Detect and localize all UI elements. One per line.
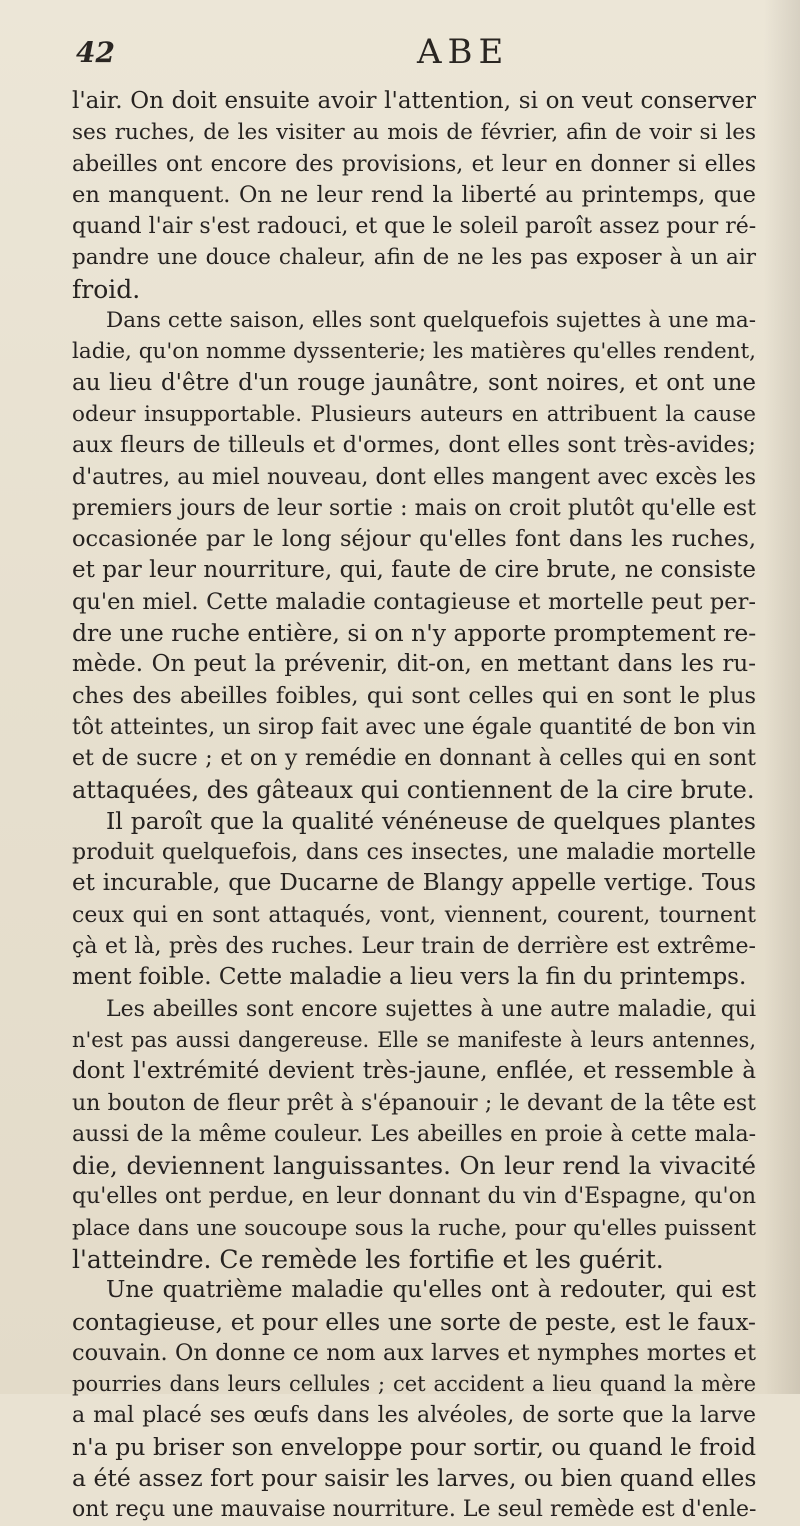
body-text [72, 86, 756, 1526]
text-line: au lieu d'être d'un rouge jaunâtre, sont noires, et ont une [72, 369, 756, 396]
text-line: pourries dans leurs cellules ; cet accident a lieu quand la mère [72, 1372, 756, 1397]
page-number: 42 [76, 36, 115, 69]
text-line: froid. [72, 274, 141, 304]
text-line: couvain. On donne ce nom aux larves et nymphes mortes et [72, 1339, 756, 1366]
text-line: ladie, qu'on nomme dyssenterie; les matières qu'elles rendent, [72, 339, 756, 365]
text-line: mède. On peut la prévenir, dit-on, en mettant dans les ru- [72, 651, 756, 678]
text-line: odeur insupportable. Plusieurs auteurs en attribuent la cause [72, 401, 756, 427]
text-line: Dans cette saison, elles sont quelquefois sujettes à une ma- [106, 308, 756, 334]
text-line: pandre une douce chaleur, afin de ne les pas exposer à un air [72, 245, 756, 271]
text-line: n'est pas aussi dangereuse. Elle se manifeste à leurs antennes, [72, 1027, 756, 1052]
text-line: ses ruches, de les visiter au mois de février, afin de voir si les [72, 120, 756, 146]
text-line: et par leur nourriture, qui, faute de cire brute, ne consiste [72, 557, 756, 584]
text-line: abeilles ont encore des provisions, et leur en donner si elles [72, 151, 756, 177]
text-line: l'atteindre. Ce remède les fortifie et les guérit. [72, 1244, 664, 1274]
text-line: occasionée par le long séjour qu'elles font dans les ruches, [72, 526, 756, 553]
page-header [72, 14, 752, 72]
text-line: n'a pu briser son enveloppe pour sortir, ou quand le froid [72, 1432, 756, 1461]
text-line: Il paroît que la qualité vénéneuse de quelques plantes [106, 806, 756, 835]
text-line: en manquent. On ne leur rend la liberté au printemps, que [72, 181, 756, 208]
text-line: et de sucre ; et on y remédie en donnant à celles qui en sont [72, 746, 756, 772]
text-line: d'autres, au miel nouveau, dont elles mangent avec excès les [72, 464, 756, 490]
text-line: qu'elles ont perdue, en leur donnant du vin d'Espagne, qu'on [72, 1184, 756, 1210]
text-line: Une quatrième maladie qu'elles ont à redouter, qui est [106, 1277, 756, 1304]
text-line: l'air. On doit ensuite avoir l'attention, si on veut conserver [72, 88, 756, 114]
text-line: ont reçu une mauvaise nourriture. Le seul remède est d'enle- [72, 1497, 757, 1523]
text-line: attaquées, des gâteaux qui contiennent de la cire brute. [72, 775, 755, 804]
text-line: a mal placé ses œufs dans les alvéoles, de sorte que la larve [72, 1403, 756, 1429]
text-line: die, deviennent languissantes. On leur rend la vivacité [72, 1151, 756, 1181]
text-line: ceux qui en sont attaqués, vont, viennent, courent, tournent [72, 902, 756, 928]
running-head: ABE [417, 32, 510, 72]
text-line: et incurable, que Ducarne de Blangy appelle vertige. Tous [72, 870, 756, 897]
text-line: produit quelquefois, dans ces insectes, une maladie mortelle [72, 840, 756, 866]
text-line: contagieuse, et pour elles une sorte de peste, est le faux- [72, 1307, 756, 1336]
text-line: çà et là, près des ruches. Leur train de derrière est extrême- [72, 934, 756, 960]
text-line: a été assez fort pour saisir les larves, ou bien quand elles [72, 1464, 757, 1493]
text-line: aussi de la même couleur. Les abeilles en proie à cette mala- [72, 1121, 756, 1147]
text-line: dont l'extrémité devient très-jaune, enflée, et ressemble à [72, 1058, 756, 1085]
page-edge-shadow [764, 0, 800, 1394]
text-line: ment foible. Cette maladie a lieu vers la fin du printemps. [72, 964, 747, 991]
text-line: quand l'air s'est radouci, et que le soleil paroît assez pour ré- [72, 214, 757, 240]
text-line: place dans une soucoupe sous la ruche, pour qu'elles puissent [72, 1215, 756, 1241]
text-line: qu'en miel. Cette maladie contagieuse et mortelle peut per- [72, 588, 756, 615]
text-line: ches des abeilles foibles, qui sont celles qui en sont le plus [72, 682, 756, 709]
text-line: dre une ruche entière, si on n'y apporte promptement re- [72, 619, 757, 648]
text-line: tôt atteintes, un sirop fait avec une égale quantité de bon vin [72, 714, 756, 740]
text-line: premiers jours de leur sortie : mais on croit plutôt qu'elle est [72, 495, 756, 521]
text-line: aux fleurs de tilleuls et d'ormes, dont elles sont très-avides; [72, 432, 756, 459]
text-line: un bouton de fleur prêt à s'épanouir ; le devant de la tête est [72, 1090, 756, 1116]
text-line: Les abeilles sont encore sujettes à une autre maladie, qui [106, 996, 756, 1022]
